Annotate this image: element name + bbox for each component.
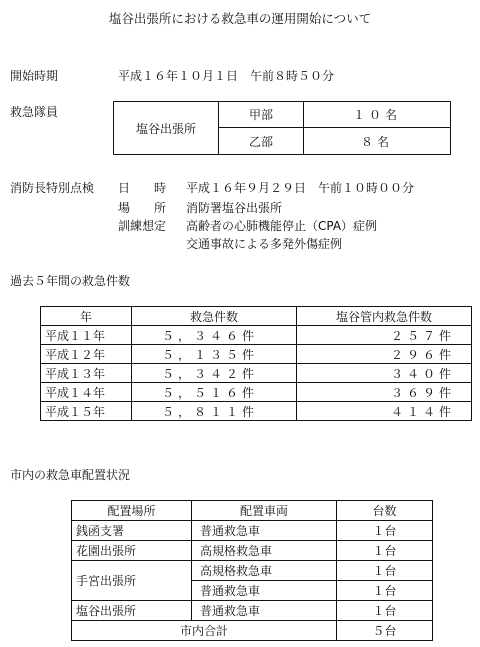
placement-count: １台 — [337, 601, 433, 621]
table-row — [72, 621, 433, 641]
placement-place: 銭函支署 — [72, 521, 192, 541]
stats-count: ５，８１１件 — [132, 402, 297, 421]
stats-count: ５，５１６件 — [132, 383, 297, 402]
placement-vehicle: 普通救急車 — [192, 521, 337, 541]
placement-vehicle: 高規格救急車 — [192, 561, 337, 581]
placement-count: １台 — [337, 521, 433, 541]
start-value: 平成１６年１０月１日 午前８時５０分 — [118, 69, 335, 83]
stats-year: 平成１１年 — [41, 326, 132, 345]
placement-table — [71, 500, 433, 641]
stats-header-shioya-count: 塩谷管内救急件数 — [297, 307, 472, 326]
placement-count: １台 — [337, 561, 433, 581]
placement-vehicle: 普通救急車 — [192, 601, 337, 621]
table-row — [41, 383, 472, 402]
placement-place: 手宮出張所 — [72, 561, 192, 601]
inspection-scenario-line: 高齢者の心肺機能停止（CPA）症例 — [186, 219, 378, 233]
table-row — [41, 326, 472, 345]
crew-unit-name: 乙部 — [219, 128, 304, 155]
crew-unit-count: １０名 — [304, 102, 451, 128]
start-label: 開始時期 — [10, 69, 59, 83]
crew-unit-name: 甲部 — [219, 102, 304, 128]
table-row — [41, 402, 472, 421]
crew-station: 塩谷出張所 — [114, 102, 219, 155]
inspection-scenario-label: 訓練想定 — [118, 219, 167, 233]
stats-count: ５，１３５件 — [132, 345, 297, 364]
placement-header-vehicle: 配置車両 — [192, 501, 337, 521]
document-title: 塩谷出張所における救急車の運用開始について — [108, 11, 372, 26]
inspection-place-label: 場 所 — [118, 201, 167, 215]
table-row — [41, 364, 472, 383]
placement-header-count: 台数 — [337, 501, 433, 521]
placement-count: １台 — [337, 541, 433, 561]
stats-shioya-count: ２５７件 — [297, 326, 472, 345]
stats-year: 平成１４年 — [41, 383, 132, 402]
table-row — [72, 561, 433, 581]
stats-shioya-count: ４１４件 — [297, 402, 472, 421]
inspection-label: 消防長特別点検 — [10, 181, 95, 195]
stats-header-year: 年 — [41, 307, 132, 326]
placement-count: １台 — [337, 581, 433, 601]
placement-place: 塩谷出張所 — [72, 601, 192, 621]
stats-shioya-count: ２９６件 — [297, 345, 472, 364]
inspection-scenario-line: 交通事故による多発外傷症例 — [186, 237, 343, 251]
stats-header-count: 救急件数 — [132, 307, 297, 326]
crew-table — [113, 101, 451, 155]
placement-vehicle: 高規格救急車 — [192, 541, 337, 561]
stats-table — [40, 306, 472, 421]
stats-year: 平成１３年 — [41, 364, 132, 383]
placement-total-label: 市内合計 — [72, 621, 337, 641]
stats-shioya-count: ３４０件 — [297, 364, 472, 383]
stats-shioya-count: ３６９件 — [297, 383, 472, 402]
placement-vehicle: 普通救急車 — [192, 581, 337, 601]
placement-heading: 市内の救急車配置状況 — [10, 468, 131, 482]
placement-place: 花園出張所 — [72, 541, 192, 561]
table-row — [72, 601, 433, 621]
stats-count: ５，３４２件 — [132, 364, 297, 383]
inspection-date-value: 平成１６年９月２９日 午前１０時００分 — [186, 181, 415, 195]
crew-unit-count: ８名 — [304, 128, 451, 155]
stats-year: 平成１５年 — [41, 402, 132, 421]
table-row — [41, 345, 472, 364]
crew-label: 救急隊員 — [10, 105, 59, 119]
placement-total-count: ５台 — [337, 621, 433, 641]
inspection-place-value: 消防署塩谷出張所 — [186, 201, 283, 215]
stats-year: 平成１２年 — [41, 345, 132, 364]
placement-header-place: 配置場所 — [72, 501, 192, 521]
inspection-date-label: 日 時 — [118, 181, 167, 195]
table-row — [72, 541, 433, 561]
stats-count: ５，３４６件 — [132, 326, 297, 345]
stats-heading: 過去５年間の救急件数 — [10, 274, 131, 288]
table-row — [72, 521, 433, 541]
